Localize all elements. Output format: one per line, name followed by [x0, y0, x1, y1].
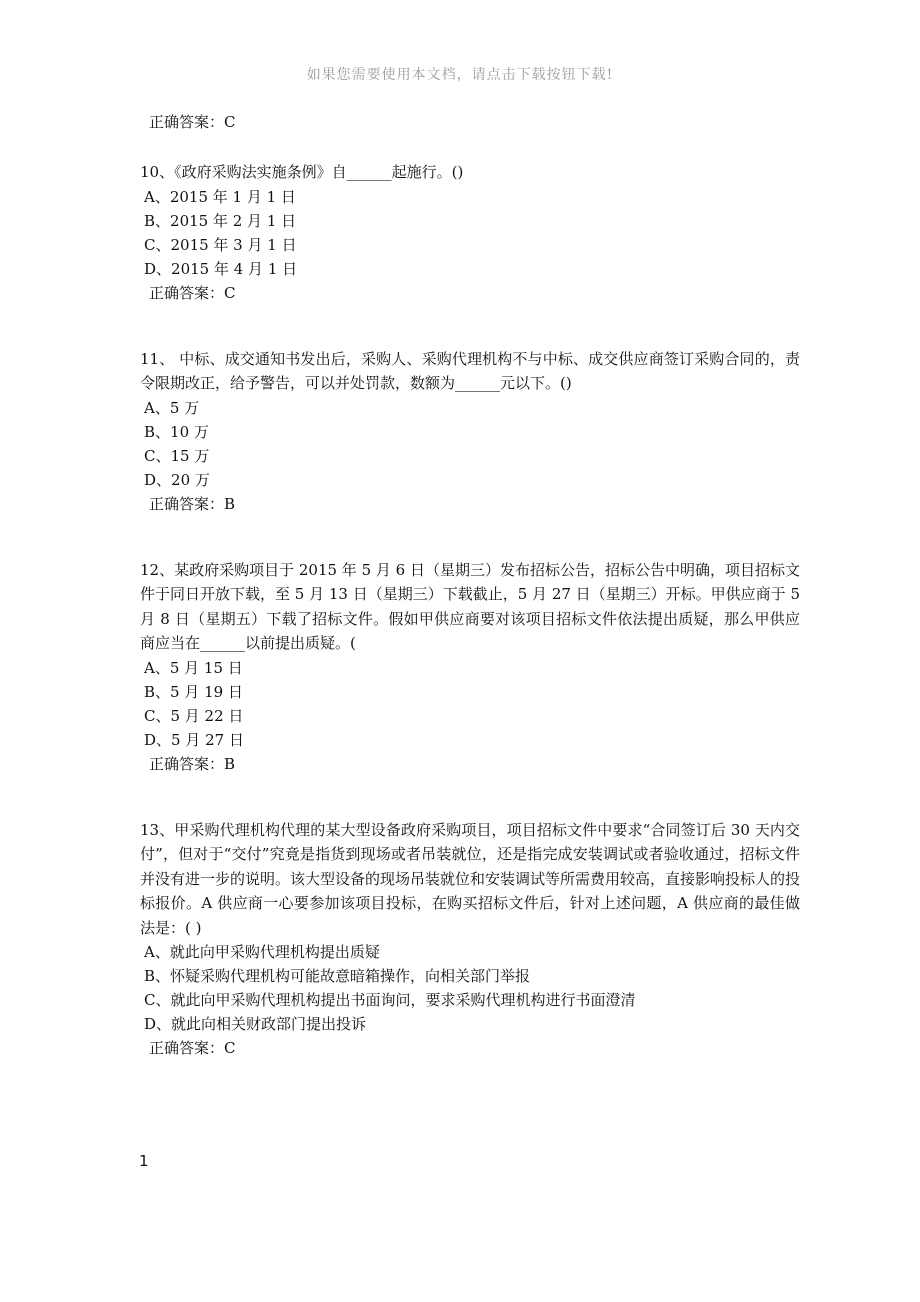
prev-answer: 正确答案：C — [149, 113, 236, 131]
option-d: D、就此向相关财政部门提出投诉 — [144, 1015, 367, 1033]
option-a: A、2015 年 1 月 1 日 — [144, 187, 296, 206]
option-c: C、5 月 22 日 — [144, 706, 244, 725]
page-number: 1 — [139, 1152, 149, 1170]
question-13 — [140, 818, 800, 1061]
option-b: B、10 万 — [144, 422, 209, 441]
question-list — [140, 110, 800, 1060]
option-b: B、怀疑采购代理机构可能故意暗箱操作，向相关部门举报 — [144, 967, 531, 985]
option-c: C、15 万 — [144, 446, 210, 465]
correct-answer: 正确答案：B — [149, 754, 236, 773]
question-stem: 13、甲采购代理机构代理的某大型设备政府采购项目，项目招标文件中要求“合同签订后 30 天内交付”，但对于“交付”究竟是指货到现场或者吊装就位，还是指完成安装调试或者验收通过，招标文件并没有进一步的说明。该大型设备的现场吊装就位和安装调试等所需费用较高，直接影响投标人的投标报价。A 供应商一心要参加该项目投标，在购买招标文件后，针对上述问题，A 供应商的最佳做法是：( ) — [140, 820, 801, 937]
correct-answer: 正确答案：B — [149, 494, 236, 513]
question-12 — [140, 558, 800, 776]
correct-answer: 正确答案：C — [149, 283, 236, 302]
option-a: A、5 月 15 日 — [144, 658, 243, 677]
question-stem: 10、《政府采购法实施条例》自______起施行。() — [140, 163, 464, 181]
correct-answer: 正确答案：C — [149, 1039, 236, 1057]
option-d: D、20 万 — [144, 470, 210, 489]
option-c: C、2015 年 3 月 1 日 — [144, 235, 297, 254]
option-b: B、5 月 19 日 — [144, 682, 243, 701]
option-d: D、2015 年 4 月 1 日 — [144, 259, 298, 278]
option-a: A、就此向甲采购代理机构提出质疑 — [144, 943, 380, 961]
download-notice: 如果您需要使用本文档，请点击下载按钮下载! — [306, 67, 614, 83]
question-stem: 12、某政府采购项目于 2015 年 5 月 6 日（星期三）发布招标公告，招标公告中明确，项目招标文件于同日开放下载，至 5 月 13 日（星期三）下载截止，5 月 27 日（星期三）开标。甲供应商于 5 月 8 日（星期五）下载了招标文件。假如甲供应商要对该项目招标文件依法提出质疑，那么甲供应商应当在______以前提出质疑。( — [140, 560, 800, 652]
question-10 — [140, 160, 800, 305]
option-d: D、5 月 27 日 — [144, 730, 244, 749]
option-a: A、5 万 — [144, 398, 200, 417]
option-b: B、2015 年 2 月 1 日 — [144, 211, 297, 230]
option-c: C、就此向甲采购代理机构提出书面询问，要求采购代理机构进行书面澄清 — [144, 991, 636, 1009]
question-stem: 11、 中标、成交通知书发出后，采购人、采购代理机构不与中标、成交供应商签订采购合同的，责令限期改正，给予警告，可以并处罚款，数额为______元以下。() — [140, 349, 800, 392]
question-11 — [140, 347, 800, 516]
